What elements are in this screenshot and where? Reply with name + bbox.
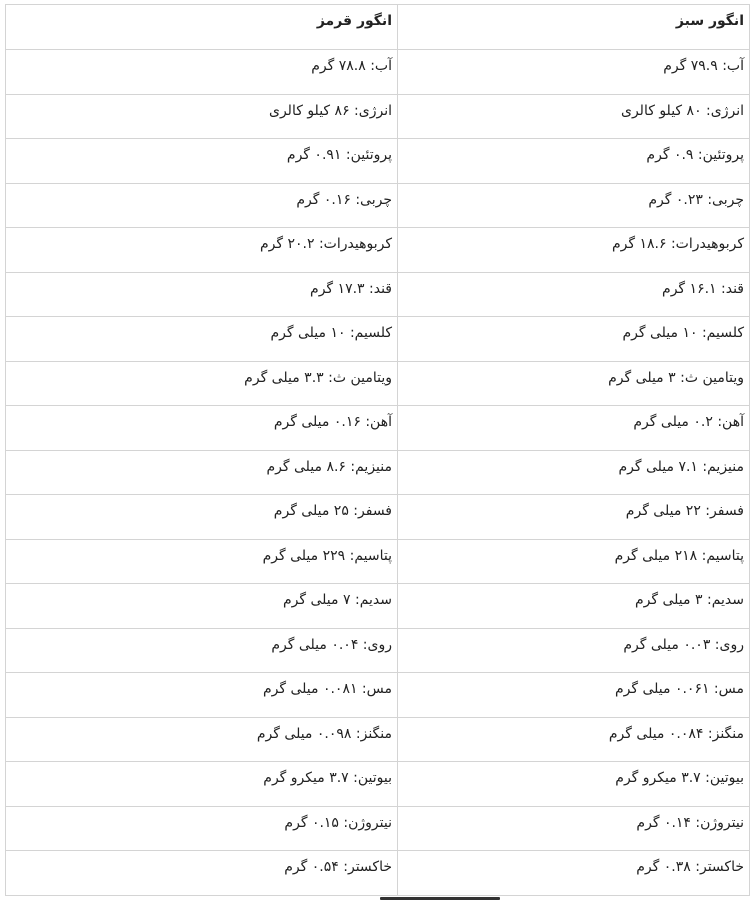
- table-row: [6, 361, 750, 406]
- table-row: [6, 628, 750, 673]
- table-row: [6, 94, 750, 139]
- cell-green-grape: سدیم: ۳ میلی گرم: [398, 584, 750, 629]
- cell-red-grape: آب: ۷۸.۸ گرم: [6, 50, 398, 95]
- cell-green-grape: پروتئین: ۰.۹ گرم: [398, 139, 750, 184]
- table-row: [6, 673, 750, 718]
- cell-green-grape: روی: ۰.۰۳ میلی گرم: [398, 628, 750, 673]
- cell-red-grape: بیوتین: ۳.۷ میکرو گرم: [6, 762, 398, 807]
- cell-red-grape: فسفر: ۲۵ میلی گرم: [6, 495, 398, 540]
- table-row: [6, 450, 750, 495]
- cell-red-grape: ویتامین ث: ۳.۳ میلی گرم: [6, 361, 398, 406]
- cell-red-grape: کلسیم: ۱۰ میلی گرم: [6, 317, 398, 362]
- header-green-grape: انگور سبز: [398, 5, 750, 50]
- cell-red-grape: نیتروژن: ۰.۱۵ گرم: [6, 806, 398, 851]
- table-row: [6, 228, 750, 273]
- cell-red-grape: منگنز: ۰.۰۹۸ میلی گرم: [6, 717, 398, 762]
- cell-green-grape: کلسیم: ۱۰ میلی گرم: [398, 317, 750, 362]
- table-row: [6, 139, 750, 184]
- cell-green-grape: انرژی: ۸۰ کیلو کالری: [398, 94, 750, 139]
- cell-red-grape: چربی: ۰.۱۶ گرم: [6, 183, 398, 228]
- cell-green-grape: پتاسیم: ۲۱۸ میلی گرم: [398, 539, 750, 584]
- cell-red-grape: سدیم: ۷ میلی گرم: [6, 584, 398, 629]
- header-red-grape: انگور قرمز: [6, 5, 398, 50]
- table-row: [6, 495, 750, 540]
- header-row: [6, 5, 750, 50]
- cell-green-grape: آب: ۷۹.۹ گرم: [398, 50, 750, 95]
- cell-red-grape: آهن: ۰.۱۶ میلی گرم: [6, 406, 398, 451]
- cell-green-grape: کربوهیدرات: ۱۸.۶ گرم: [398, 228, 750, 273]
- table-row: [6, 183, 750, 228]
- table-row: [6, 406, 750, 451]
- cell-green-grape: فسفر: ۲۲ میلی گرم: [398, 495, 750, 540]
- cell-red-grape: انرژی: ۸۶ کیلو کالری: [6, 94, 398, 139]
- table-row: [6, 539, 750, 584]
- table-header: [6, 5, 750, 50]
- table-row: [6, 317, 750, 362]
- cell-red-grape: روی: ۰.۰۴ میلی گرم: [6, 628, 398, 673]
- cell-green-grape: خاکستر: ۰.۳۸ گرم: [398, 851, 750, 896]
- cell-green-grape: نیتروژن: ۰.۱۴ گرم: [398, 806, 750, 851]
- cell-green-grape: منگنز: ۰.۰۸۴ میلی گرم: [398, 717, 750, 762]
- table-row: [6, 50, 750, 95]
- table-row: [6, 584, 750, 629]
- cell-green-grape: بیوتین: ۳.۷ میکرو گرم: [398, 762, 750, 807]
- nutrition-comparison-table: [5, 4, 750, 896]
- cell-red-grape: منیزیم: ۸.۶ میلی گرم: [6, 450, 398, 495]
- cell-red-grape: قند: ۱۷.۳ گرم: [6, 272, 398, 317]
- cell-green-grape: ویتامین ث: ۳ میلی گرم: [398, 361, 750, 406]
- table-row: [6, 272, 750, 317]
- cell-green-grape: منیزیم: ۷.۱ میلی گرم: [398, 450, 750, 495]
- cell-red-grape: مس: ۰.۰۸۱ میلی گرم: [6, 673, 398, 718]
- cell-green-grape: قند: ۱۶.۱ گرم: [398, 272, 750, 317]
- table-row: [6, 762, 750, 807]
- cell-red-grape: خاکستر: ۰.۵۴ گرم: [6, 851, 398, 896]
- table-row: [6, 717, 750, 762]
- table-row: [6, 806, 750, 851]
- cell-green-grape: آهن: ۰.۲ میلی گرم: [398, 406, 750, 451]
- cell-red-grape: پروتئین: ۰.۹۱ گرم: [6, 139, 398, 184]
- table-body: [6, 50, 750, 896]
- table-row: [6, 851, 750, 896]
- cell-red-grape: پتاسیم: ۲۲۹ میلی گرم: [6, 539, 398, 584]
- cell-red-grape: کربوهیدرات: ۲۰.۲ گرم: [6, 228, 398, 273]
- cell-green-grape: مس: ۰.۰۶۱ میلی گرم: [398, 673, 750, 718]
- cell-green-grape: چربی: ۰.۲۳ گرم: [398, 183, 750, 228]
